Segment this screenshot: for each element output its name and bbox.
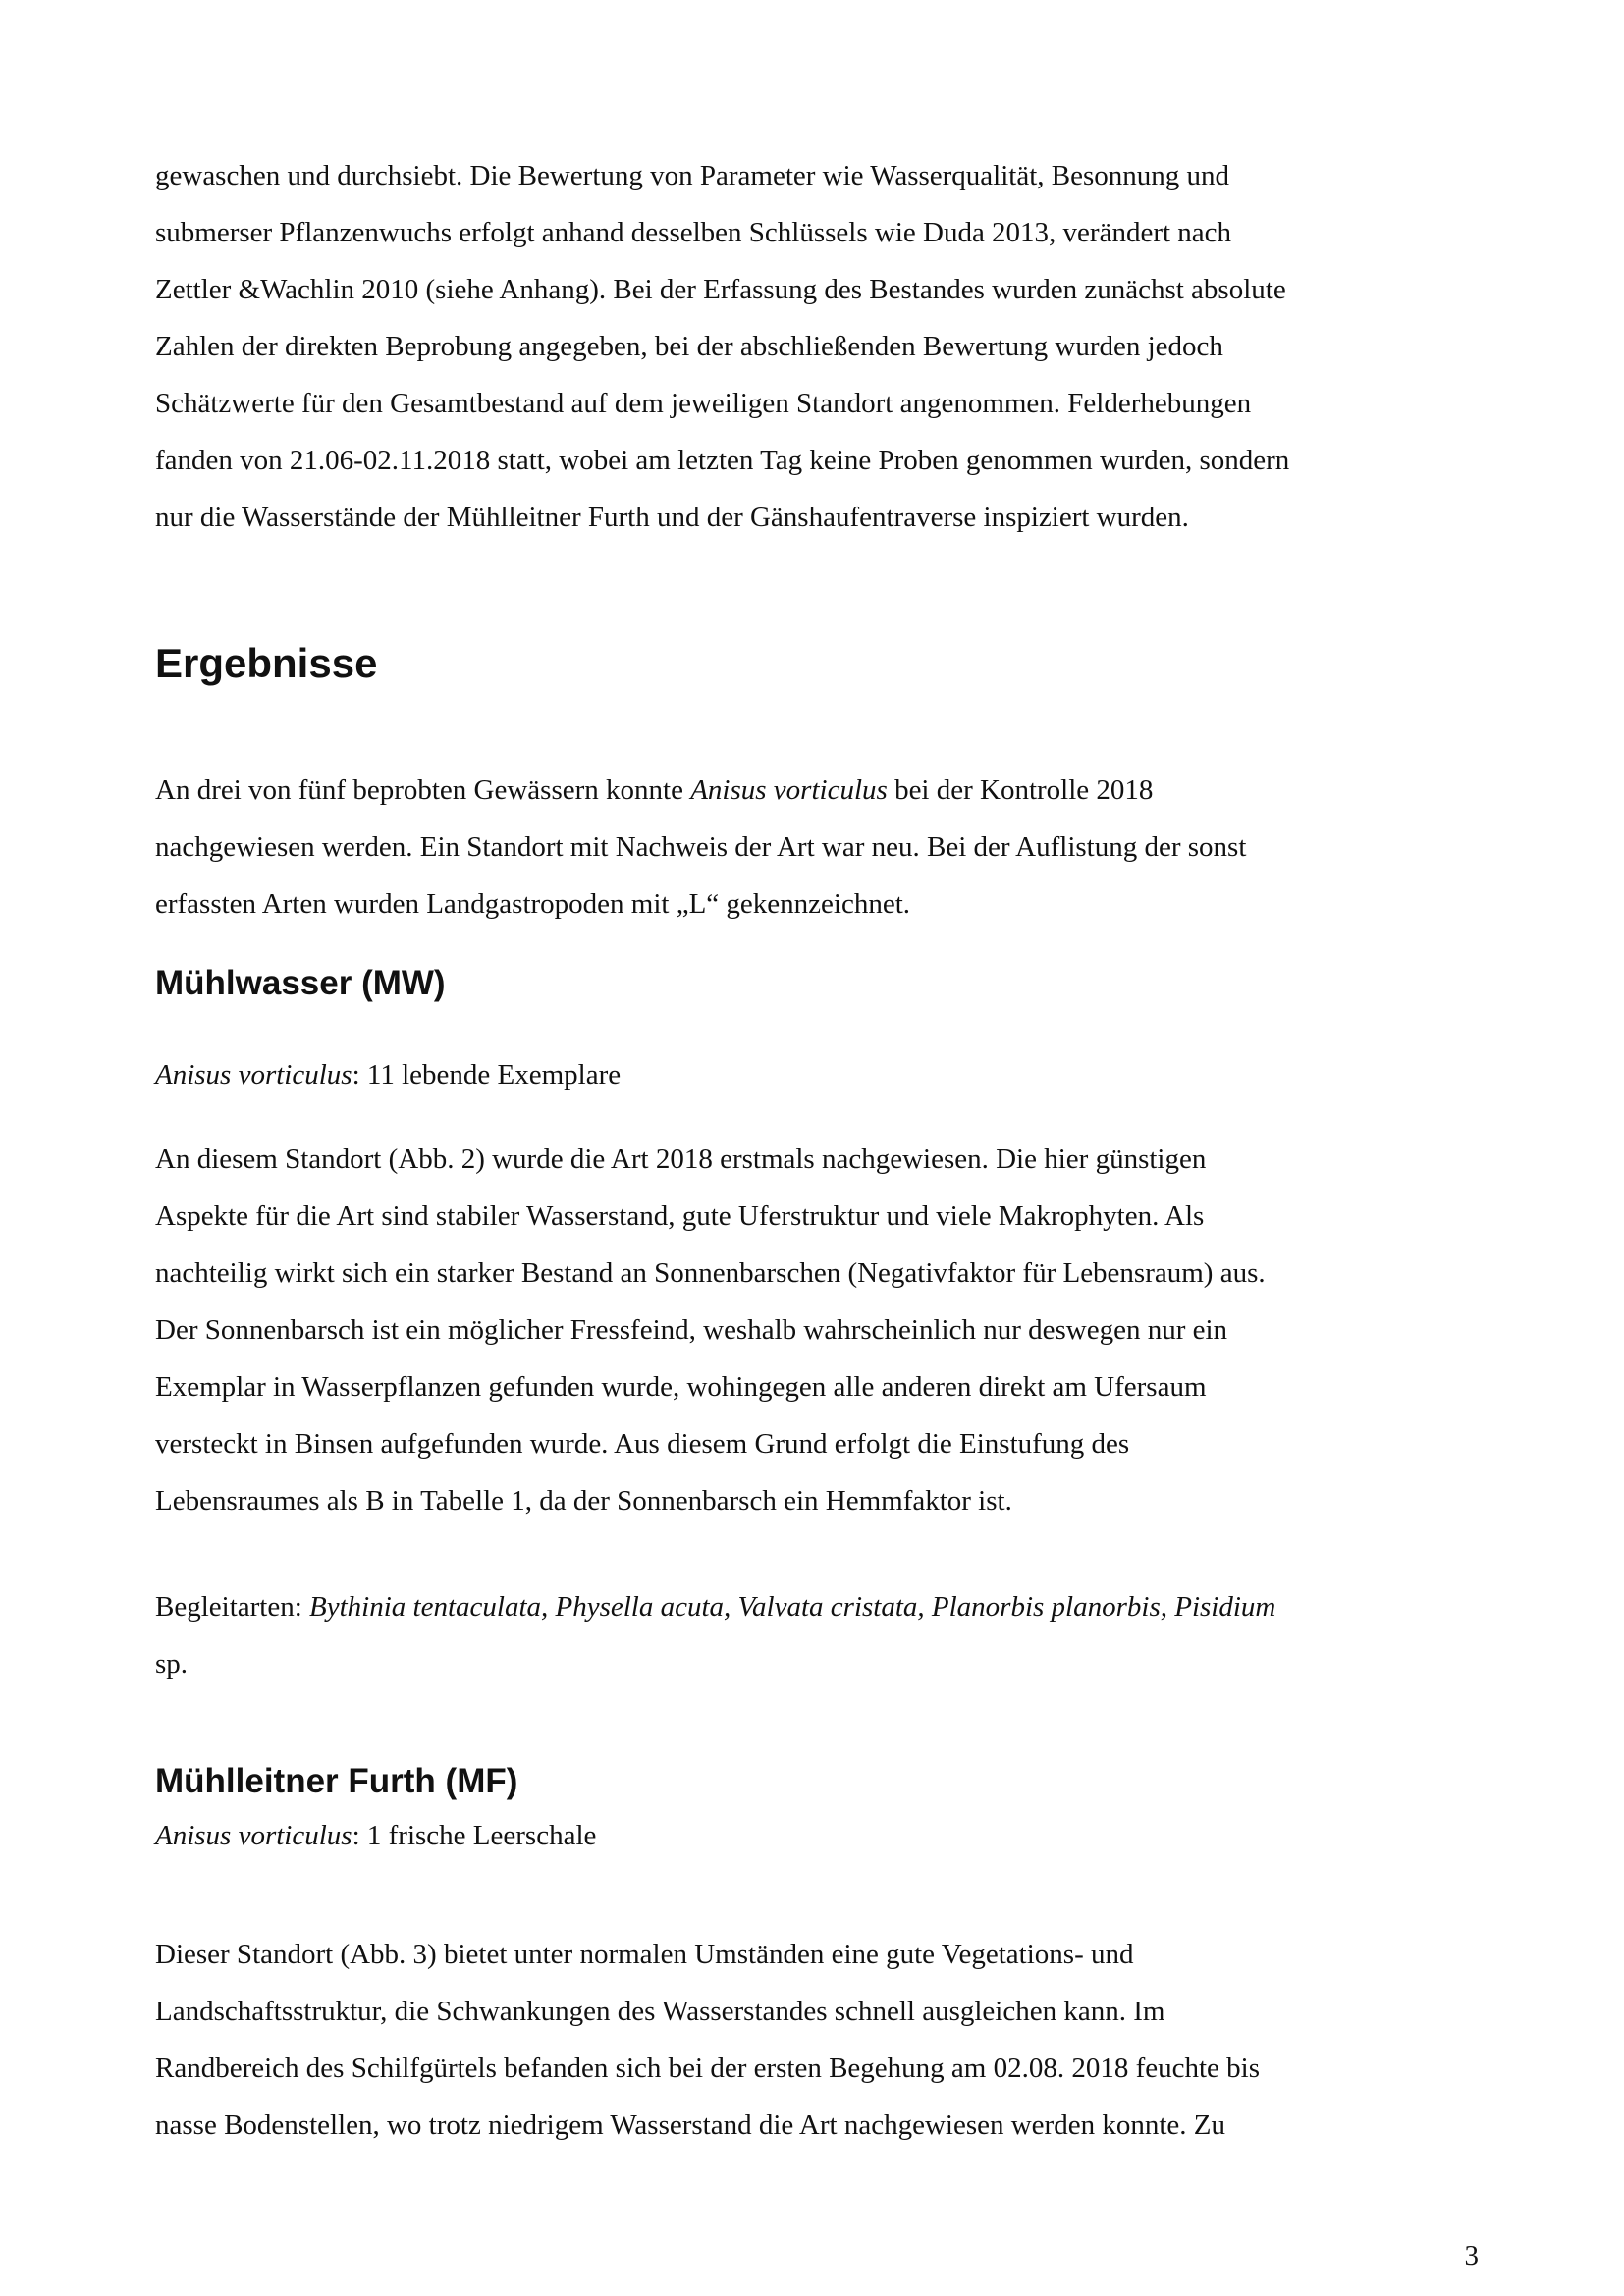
muehlleitner-finding bbox=[155, 1816, 1476, 1855]
text-line: nasse Bodenstellen, wo trotz niedrigem Wasserstand die Art nachgewiesen werden konnte. Zu bbox=[155, 2109, 1225, 2141]
muehlwasser-companion-species bbox=[155, 1578, 1476, 1692]
text-line: submerser Pflanzenwuchs erfolgt anhand desselben Schlüssels wie Duda 2013, verändert nach bbox=[155, 217, 1232, 248]
text-line: nachteilig wirkt sich ein starker Bestand an Sonnenbarschen (Negativfaktor für Lebensraum) aus. bbox=[155, 1257, 1266, 1289]
species-name: Anisus vorticulus bbox=[155, 1820, 352, 1851]
text-line: gewaschen und durchsiebt. Die Bewertung von Parameter wie Wasserqualität, Besonnung und bbox=[155, 160, 1230, 191]
text-line: fanden von 21.06-02.11.2018 statt, wobei am letzten Tag keine Proben genommen wurden, sondern bbox=[155, 445, 1290, 476]
text-line: nachgewiesen werden. Ein Standort mit Nachweis der Art war neu. Bei der Auflistung der sonst bbox=[155, 831, 1247, 863]
text-line: Zahlen der direkten Beprobung angegeben, bei der abschließenden Bewertung wurden jedoch bbox=[155, 331, 1223, 362]
text-line: Randbereich des Schilfgürtels befanden sich bei der ersten Begehung am 02.08. 2018 feuchte bis bbox=[155, 2053, 1261, 2084]
text-line: sp. bbox=[155, 1648, 189, 1680]
text-line: Schätzwerte für den Gesamtbestand auf dem jeweiligen Standort angenommen. Felderhebungen bbox=[155, 388, 1252, 419]
subsection-heading-muehlwasser: Mühlwasser (MW) bbox=[155, 964, 446, 1002]
text-line: Der Sonnenbarsch ist ein möglicher Fressfeind, weshalb wahrscheinlich nur deswegen nur ein bbox=[155, 1314, 1228, 1346]
text-line: versteckt in Binsen aufgefunden wurde. Aus diesem Grund erfolgt die Einstufung des bbox=[155, 1428, 1130, 1460]
text-line: Lebensraumes als B in Tabelle 1, da der Sonnenbarsch ein Hemmfaktor ist. bbox=[155, 1485, 1012, 1517]
subsection-heading-muehlleitner-furth: Mühlleitner Furth (MF) bbox=[155, 1762, 518, 1800]
text-segment: : 11 lebende Exemplare bbox=[352, 1059, 622, 1091]
section-heading-results: Ergebnisse bbox=[155, 640, 378, 686]
text-segment: : 1 frische Leerschale bbox=[352, 1820, 597, 1851]
text-line: Aspekte für die Art sind stabiler Wasserstand, gute Uferstruktur und viele Makrophyten. Als bbox=[155, 1201, 1205, 1232]
muehlwasser-finding bbox=[155, 1055, 1476, 1095]
text-line: Landschaftsstruktur, die Schwankungen des Wasserstandes schnell ausgleichen kann. Im bbox=[155, 1996, 1165, 2027]
species-name: Anisus vorticulus bbox=[690, 774, 888, 806]
text-line: nur die Wasserstände der Mühlleitner Furth und der Gänshaufentraverse inspiziert wurden. bbox=[155, 502, 1189, 533]
text-line bbox=[155, 1055, 1476, 1095]
text-line bbox=[155, 1578, 1476, 1635]
results-intro-paragraph bbox=[155, 762, 1476, 933]
text-line bbox=[155, 1816, 1476, 1855]
text-line: Exemplar in Wasserpflanzen gefunden wurde, wohingegen alle anderen direkt am Ufersaum bbox=[155, 1371, 1207, 1403]
methods-paragraph bbox=[155, 147, 1476, 546]
text-line: erfassten Arten wurden Landgastropoden mit „L“ gekennzeichnet. bbox=[155, 888, 911, 920]
text-segment: bei der Kontrolle 2018 bbox=[887, 774, 1154, 806]
text-line: Dieser Standort (Abb. 3) bietet unter normalen Umständen eine gute Vegetations- und bbox=[155, 1939, 1134, 1970]
species-name: Anisus vorticulus bbox=[155, 1059, 352, 1091]
muehlleitner-paragraph bbox=[155, 1926, 1476, 2154]
text-segment: An drei von fünf beprobten Gewässern konnte bbox=[155, 774, 691, 806]
species-list: Bythinia tentaculata, Physella acuta, Valvata cristata, Planorbis planorbis, Pisidium bbox=[309, 1591, 1276, 1623]
text-line: An diesem Standort (Abb. 2) wurde die Art 2018 erstmals nachgewiesen. Die hier günstigen bbox=[155, 1144, 1207, 1175]
text-line: Zettler &Wachlin 2010 (siehe Anhang). Bei der Erfassung des Bestandes wurden zunächst absolute bbox=[155, 274, 1286, 305]
text-segment: Begleitarten: bbox=[155, 1591, 310, 1623]
muehlwasser-paragraph bbox=[155, 1131, 1476, 1529]
page-number: 3 bbox=[1464, 2240, 1479, 2271]
text-line bbox=[155, 762, 1476, 819]
